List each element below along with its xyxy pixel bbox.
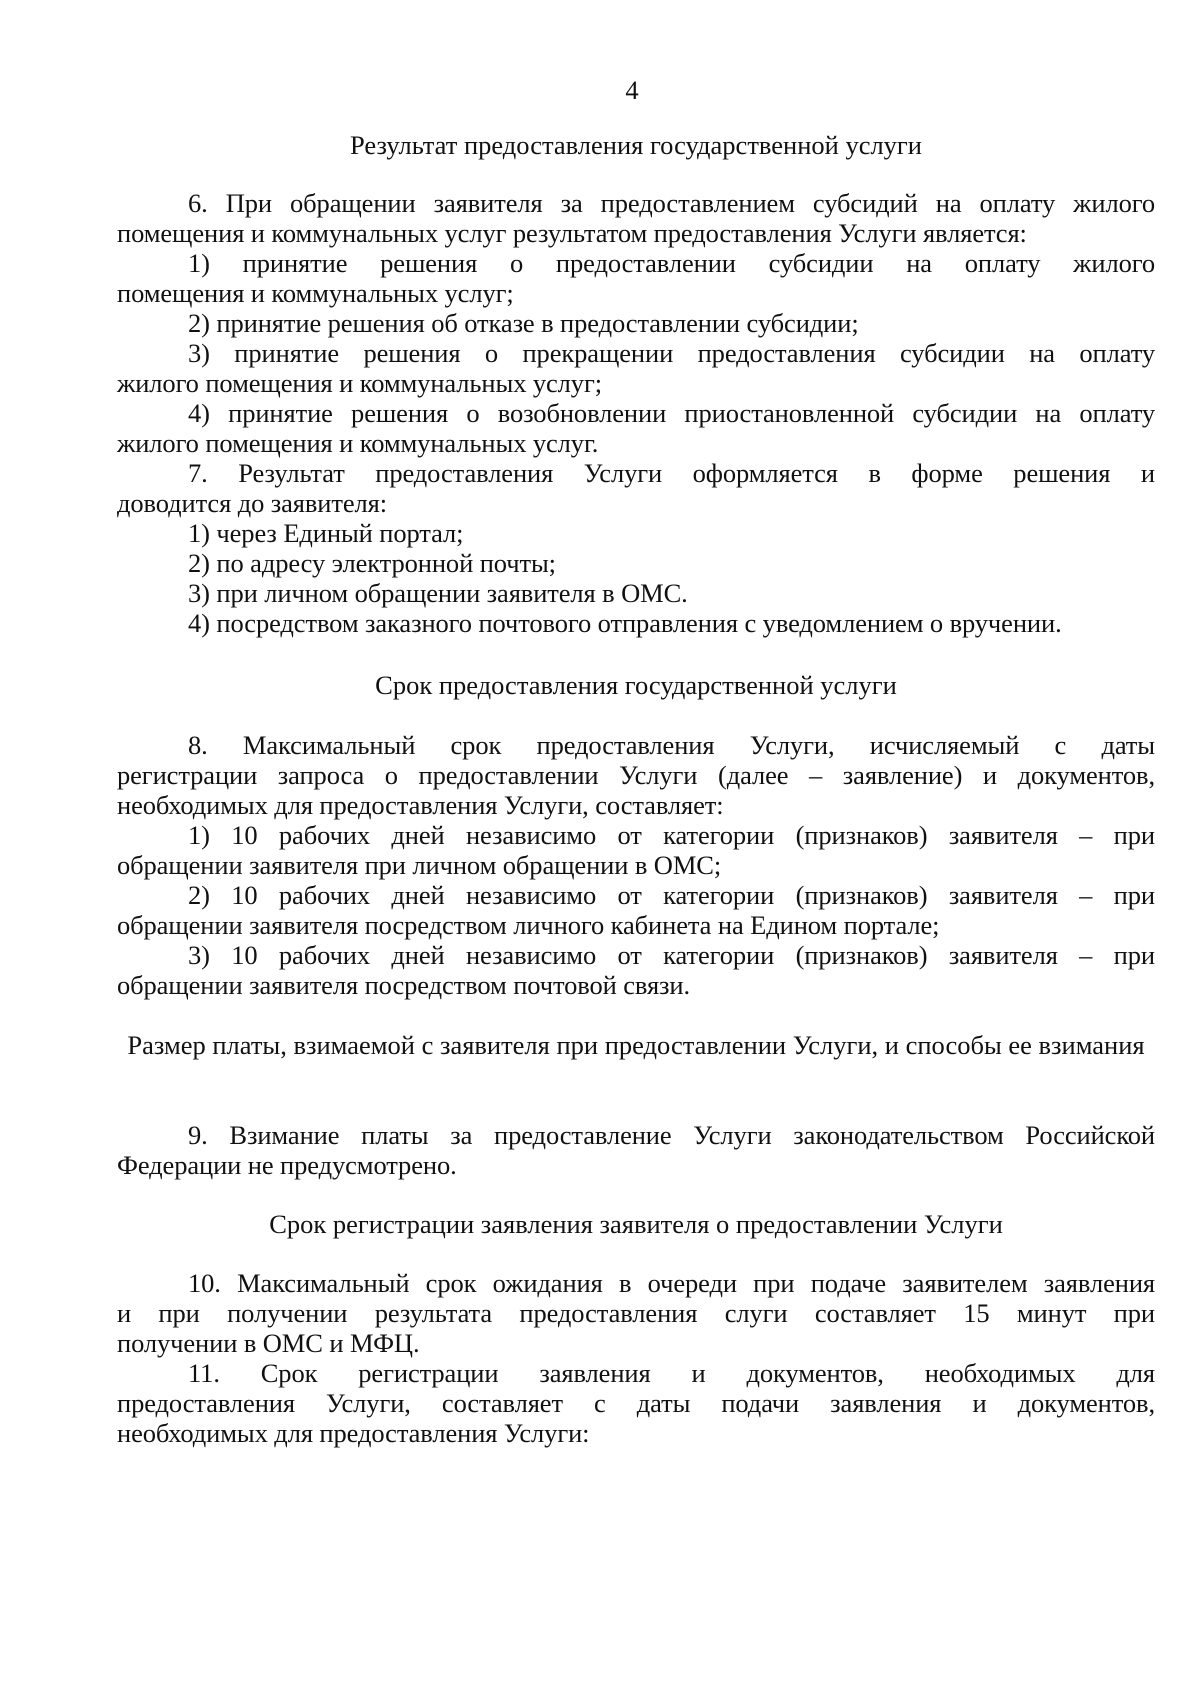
section-heading-registration xyxy=(117,1209,1155,1239)
item-1-line-1: 1) принятие решения о предоставлении субсидии на оплату жилого xyxy=(188,248,1155,278)
section-body-term xyxy=(117,730,1155,1000)
item-4-line-1: 4) принятие решения о возобновлении приостановленной субсидии на оплату xyxy=(188,398,1155,428)
term-2-line-2: обращении заявителя посредством личного кабинета на Едином портале; xyxy=(117,910,940,940)
section-body-result xyxy=(117,188,1155,638)
term-3-line-1: 3) 10 рабочих дней независимо от категории (признаков) заявителя – при xyxy=(188,940,1155,970)
paragraph-8-line-1: 8. Максимальный срок предоставления Услуги, исчисляемый с даты xyxy=(188,730,1155,760)
section-heading-fee xyxy=(117,1030,1155,1060)
paragraph-8-line-2: регистрации запроса о предоставлении Услуги (далее – заявление) и документов, xyxy=(117,760,1155,790)
delivery-3: 3) при личном обращении заявителя в ОМС. xyxy=(188,578,688,608)
item-1-line-2: помещения и коммунальных услуг; xyxy=(117,278,514,308)
heading-line-2: взимания xyxy=(1038,1030,1145,1060)
paragraph-11-line-2: предоставления Услуги, составляет с даты подачи заявления и документов, xyxy=(117,1388,1155,1418)
paragraph-10-line-3: получении в ОМС и МФЦ. xyxy=(117,1328,420,1358)
term-3-line-2: обращении заявителя посредством почтовой связи. xyxy=(117,970,691,1000)
heading-line-1: Размер платы, взимаемой с заявителя при предоставлении Услуги, и способы ее xyxy=(127,1030,1032,1060)
delivery-2: 2) по адресу электронной почты; xyxy=(188,548,556,578)
term-1-line-2: обращении заявителя при личном обращении в ОМС; xyxy=(117,850,722,880)
delivery-4: 4) посредством заказного почтового отправления с уведомлением о вручении. xyxy=(188,608,1062,638)
section-body-fee xyxy=(117,1120,1155,1180)
paragraph-8-line-3: необходимых для предоставления Услуги, составляет: xyxy=(117,790,724,820)
item-3-line-1: 3) принятие решения о прекращении предоставления субсидии на оплату xyxy=(188,338,1155,368)
page-number: 4 xyxy=(625,75,639,105)
paragraph-10-line-2: и при получении результата предоставления слуги составляет 15 минут при xyxy=(117,1298,1155,1328)
item-4-line-2: жилого помещения и коммунальных услуг. xyxy=(117,428,599,458)
paragraph-11-line-1: 11. Срок регистрации заявления и документов, необходимых для xyxy=(188,1358,1155,1388)
heading-line: Результат предоставления государственной услуги xyxy=(350,130,922,160)
section-heading-result xyxy=(117,130,1155,160)
paragraph-11-line-3: необходимых для предоставления Услуги: xyxy=(117,1418,590,1448)
paragraph-9-line-2: Федерации не предусмотрено. xyxy=(117,1150,457,1180)
section-body-registration xyxy=(117,1268,1155,1448)
paragraph-9-line-1: 9. Взимание платы за предоставление Услуги законодательством Российской xyxy=(188,1120,1155,1150)
delivery-1: 1) через Единый портал; xyxy=(188,518,464,548)
heading-line: Срок регистрации заявления заявителя о предоставлении Услуги xyxy=(269,1209,1003,1239)
item-3-line-2: жилого помещения и коммунальных услуг; xyxy=(117,368,602,398)
term-1-line-1: 1) 10 рабочих дней независимо от категории (признаков) заявителя – при xyxy=(188,820,1155,850)
section-heading-term xyxy=(117,670,1155,700)
term-2-line-1: 2) 10 рабочих дней независимо от категории (признаков) заявителя – при xyxy=(188,880,1155,910)
paragraph-6-line-2: помещения и коммунальных услуг результатом предоставления Услуги является: xyxy=(117,218,1027,248)
paragraph-10-line-1: 10. Максимальный срок ожидания в очереди при подаче заявителем заявления xyxy=(188,1268,1155,1298)
paragraph-7-line-1: 7. Результат предоставления Услуги оформляется в форме решения и xyxy=(188,458,1155,488)
paragraph-7-line-2: доводится до заявителя: xyxy=(117,488,387,518)
item-2-line-1: 2) принятие решения об отказе в предоставлении субсидии; xyxy=(188,308,859,338)
paragraph-6-line-1: 6. При обращении заявителя за предоставлением субсидий на оплату жилого xyxy=(188,188,1155,218)
heading-line: Срок предоставления государственной услуги xyxy=(375,670,897,700)
